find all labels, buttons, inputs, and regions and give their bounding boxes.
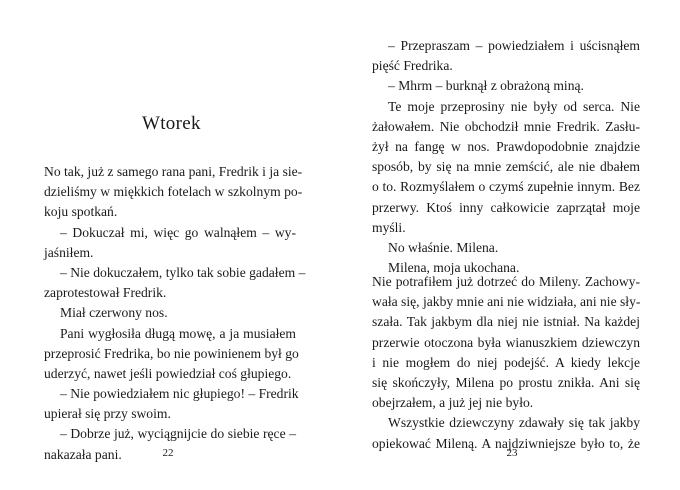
text-line: się skończyły, Milena po prostu znikła. Ani się: [372, 374, 640, 390]
text-line: – Nie dokuczałem, tylko tak sobie gadałem –: [60, 264, 306, 280]
text-line: jaśniłem.: [44, 244, 94, 260]
text-line: upierał się przy swoim.: [44, 406, 171, 422]
text-line: myśli.: [372, 219, 406, 235]
text-line: opiekować Mileną. A najdziwniejsze było to, że: [372, 435, 640, 451]
text-line: Pani wygłosiła długą mowę, a ja musiałem: [60, 325, 296, 341]
page-number: 22: [162, 447, 174, 459]
text-line: dzieliśmy w miękkich fotelach w szkolnym po-: [44, 184, 303, 200]
text-line: sposób, by się na mnie zemścić, ale nie dbałem: [372, 159, 640, 175]
text-line: i nie mogłem do niej podejść. A kiedy lekcje: [372, 354, 640, 370]
text-line: Wszystkie dziewczyny zdawały się tak jakby: [388, 415, 640, 431]
text-line: obejrzałem, a już jej nie było.: [372, 395, 534, 411]
text-line: pięść Fredrika.: [372, 58, 453, 74]
text-line: żył na fangę w nos. Prawdopodobnie znajdzie: [372, 138, 640, 154]
text-line: wała się, jakby mnie ani nie widziała, ani nie sły-: [372, 294, 641, 310]
text-line: koju spotkań.: [44, 204, 118, 220]
left-page-text: [44, 162, 306, 465]
text-line: szała. Tak jakbym dla niej nie istniał. Na każdej: [372, 314, 640, 330]
text-line: Nie potrafiłem już dotrzeć do Mileny. Zachowy-: [372, 274, 640, 289]
text-line: żałowałem. Nie obchodził mnie Fredrik. Zasłu-: [372, 118, 640, 134]
chapter-title: Wtorek: [142, 113, 201, 134]
text-line: przerwy. Ktoś inny całkowicie zaprzątał moje: [372, 199, 640, 215]
text-line: nakazała pani.: [44, 446, 122, 462]
right-page-text-bottom: [372, 272, 640, 454]
text-line: Milena, moja ukochana.: [388, 260, 520, 276]
right-page-text-top: [372, 36, 640, 278]
page-number: 23: [506, 447, 518, 459]
text-line: – Nie powiedziałem nic głupiego! – Fredrik: [60, 386, 299, 402]
text-line: o to. Rozmyślałem o czymś zupełnie innym. Bez: [372, 179, 640, 195]
text-line: przeprosić Fredrika, bo nie powinienem był go: [44, 345, 299, 361]
text-line: – Mhrm – burknął z obrażoną miną.: [388, 78, 584, 94]
text-line: – Przepraszam – powiedziałem i uścisnąłem: [388, 38, 640, 53]
text-line: – Dobrze już, wyciągnijcie do siebie ręce –: [60, 426, 296, 442]
text-line: przerwie otoczona była wianuszkiem dziewczyn: [372, 334, 640, 350]
text-line: No właśnie. Milena.: [388, 239, 499, 255]
text-line: Miał czerwony nos.: [60, 305, 168, 321]
text-line: No tak, już z samego rana pani, Fredrik i ja sie-: [44, 164, 303, 179]
text-line: Te moje przeprosiny nie były od serca. Nie: [388, 98, 640, 114]
text-line: – Dokuczał mi, więc go walnąłem – wy-: [60, 224, 296, 240]
text-line: uderzyć, nawet jeśli powiedział coś głupiego.: [44, 365, 292, 381]
text-line: zaprotestował Fredrik.: [44, 285, 167, 301]
